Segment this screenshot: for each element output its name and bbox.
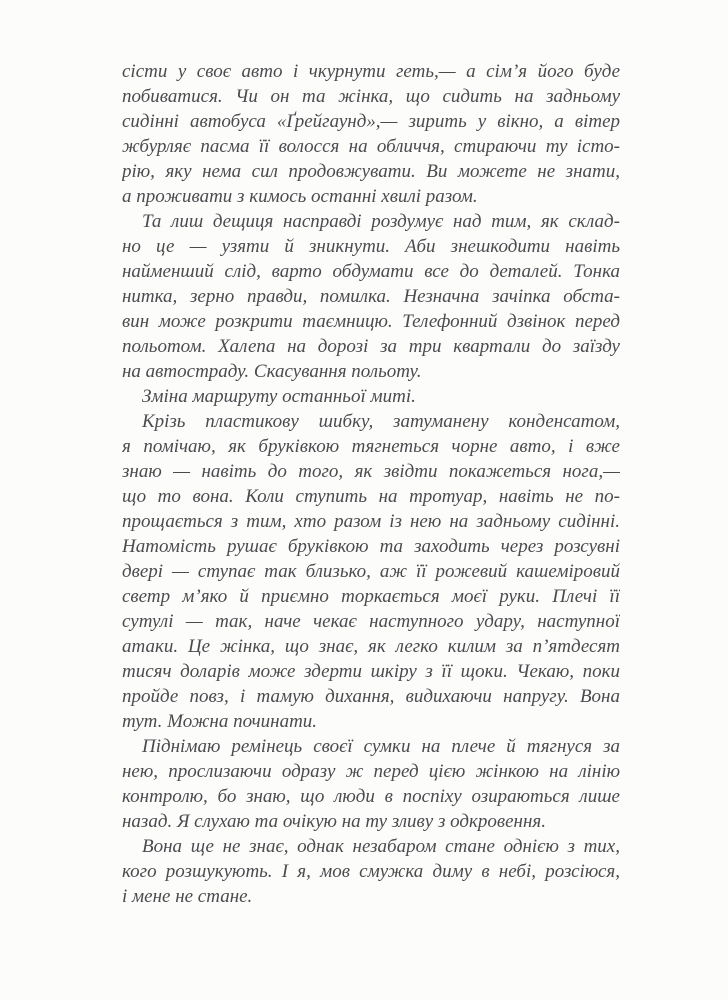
text-line: атаки. Це жінка, що знає, як легко килим за п’ятдесят bbox=[122, 636, 620, 657]
text-line: но це — узяти й зникнути. Аби знешкодити навіть bbox=[122, 236, 620, 257]
text-line: рію, яку нема сил продовжувати. Ви можете не знати, bbox=[122, 161, 620, 182]
paragraph bbox=[122, 384, 620, 409]
text-line: сутулі — так, наче чекає наступного удару, наступної bbox=[122, 611, 620, 632]
text-line: светр м’яко й приємно торкається моєї руки. Плечі її bbox=[122, 586, 620, 607]
text-line: знаю — навіть до того, як звідти покажеться нога,— bbox=[122, 461, 620, 482]
text-line: я помічаю, як бруківкою тягнеться чорне авто, і вже bbox=[122, 436, 620, 457]
text-line: тут. Можна починати. bbox=[122, 711, 318, 732]
text-line: пройде повз, і тамую дихання, видихаючи напругу. Вона bbox=[122, 686, 620, 707]
paragraph bbox=[122, 834, 620, 909]
text-line: Піднімаю ремінець своєї сумки на плече й тягнуся за bbox=[142, 736, 620, 757]
text-line: жбурляє пасма її волосся на обличчя, стираючи ту істо- bbox=[122, 136, 620, 157]
text-line: вин може розкрити таємницю. Телефонний дзвінок перед bbox=[122, 311, 620, 332]
text-line: сидінні автобуса «Ґрейгаунд»,— зирить у вікно, а вітер bbox=[122, 111, 620, 132]
text-line: назад. Я слухаю та очікую на ту зливу з одкровення. bbox=[122, 811, 546, 832]
text-line: нитка, зерно правди, помилка. Незначна зачіпка обста- bbox=[122, 286, 620, 307]
text-line: нею, прослизаючи одразу ж перед цією жінкою на лінію bbox=[122, 761, 620, 782]
paragraph bbox=[122, 409, 620, 734]
text-line: Крізь пластикову шибку, затуманену конденсатом, bbox=[142, 411, 620, 432]
text-line: сісти у своє авто і чкурнути геть,— а сім’я його буде bbox=[122, 61, 620, 82]
paragraph bbox=[122, 734, 620, 834]
text-line: і мене не стане. bbox=[122, 886, 253, 907]
text-line: побиватися. Чи он та жінка, що сидить на задньому bbox=[122, 86, 620, 107]
text-line: кого розшукують. І я, мов смужка диму в небі, розсіюся, bbox=[122, 861, 620, 882]
text-line: прощається з тим, хто разом із нею на задньому сидінні. bbox=[122, 511, 620, 532]
text-line: Вона ще не знає, однак незабаром стане однією з тих, bbox=[142, 836, 620, 857]
paragraph bbox=[122, 59, 620, 209]
page-text-block bbox=[122, 59, 620, 909]
text-line: Та лиш дещиця насправді роздумує над тим, як склад- bbox=[142, 211, 620, 232]
text-line: найменший слід, варто обдумати все до деталей. Тонка bbox=[122, 261, 620, 282]
text-line: контролю, бо знаю, що люди в поспіху озираються лише bbox=[122, 786, 620, 807]
text-line: Зміна маршруту останньої миті. bbox=[142, 386, 416, 407]
text-line: що то вона. Коли ступить на тротуар, навіть не по- bbox=[122, 486, 620, 507]
text-line: на автостраду. Скасування польоту. bbox=[122, 361, 422, 382]
text-line: польотом. Халепа на дорозі за три квартали до заїзду bbox=[122, 336, 620, 357]
paragraph bbox=[122, 209, 620, 384]
text-line: двері — ступає так близько, аж її рожевий кашеміровий bbox=[122, 561, 620, 582]
text-line: Натомість рушає бруківкою та заходить через розсувні bbox=[122, 536, 620, 557]
text-line: а проживати з кимось останні хвилі разом. bbox=[122, 186, 478, 207]
text-line: тисяч доларів може здерти шкіру з її щоки. Чекаю, поки bbox=[122, 661, 620, 682]
